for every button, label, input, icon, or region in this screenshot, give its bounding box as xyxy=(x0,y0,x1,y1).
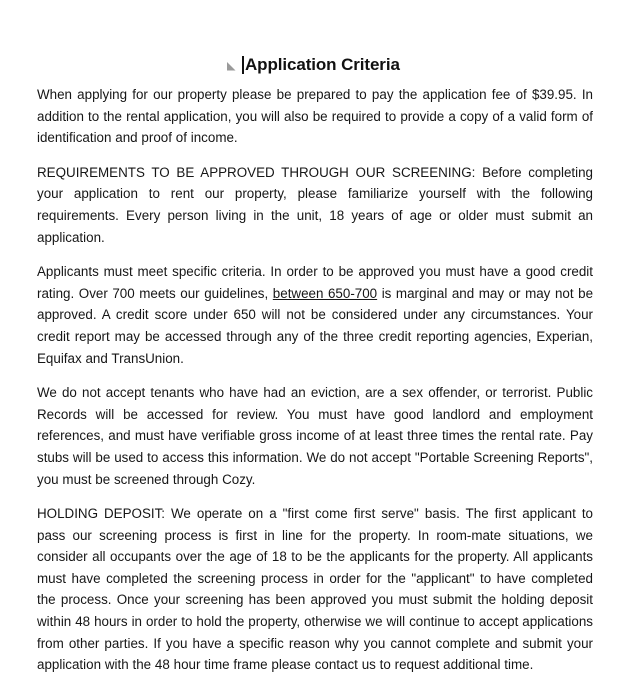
paragraph-holding-deposit: HOLDING DEPOSIT: We operate on a "first come first serve" basis. The first applicant to pass our screening process is first in line for the property. In room-mate situations, we consider all occupants over the age of 18 to be the applicants for the property. All applicants must have completed the screening process in order for the "applicant" to have completed the process. Once your screening has been approved you must submit the holding deposit within 48 hours in order to hold the property, otherwise we will continue to accept applications from other parties. If you have a specific reason why you cannot complete and submit your application with the 48 hour time frame please contact us to request additional time. xyxy=(37,506,593,673)
paragraph-requirements: REQUIREMENTS TO BE APPROVED THROUGH OUR SCREENING: Before completing your application to rent our property, please familiarize yourself with the following requirements. Every person living in the unit, 18 years of age or older must submit an application. xyxy=(37,164,593,245)
paragraph-credit-criteria xyxy=(37,261,593,369)
page-title: Application Criteria xyxy=(245,55,400,74)
text-cursor-caret xyxy=(242,56,244,74)
document-body xyxy=(37,84,593,676)
credit-score-range-underlined: between 650-700 xyxy=(272,285,378,301)
paragraph-application-fee: When applying for our property please be prepared to pay the application fee of $39.95. In addition to the rental application, you will also be required to provide a copy of a valid form of identification and proof of income. xyxy=(37,87,593,146)
collapse-triangle-icon[interactable] xyxy=(226,61,237,72)
heading-row xyxy=(226,54,400,76)
credit-criteria-text-after: is marginal and may or may not be approved. A credit score under 650 will not be considered under any circumstances. Your credit report may be accessed through any of the three credit reporting agencies, Experian, Equifax and TransUnion. xyxy=(37,285,594,366)
paragraph-tenant-restrictions: We do not accept tenants who have had an eviction, are a sex offender, or terrorist. Public Records will be accessed for review. You must have good landlord and employment references, and must have verifiable gross income of at least three times the rental rate. Pay stubs will be used to access this information. We do not accept "Portable Screening Reports", you must be screened through Cozy. xyxy=(37,385,593,487)
credit-criteria-text-before: Applicants must meet specific criteria. In order to be approved you must have a good credit rating. Over 700 meets our guidelines, xyxy=(37,264,593,301)
